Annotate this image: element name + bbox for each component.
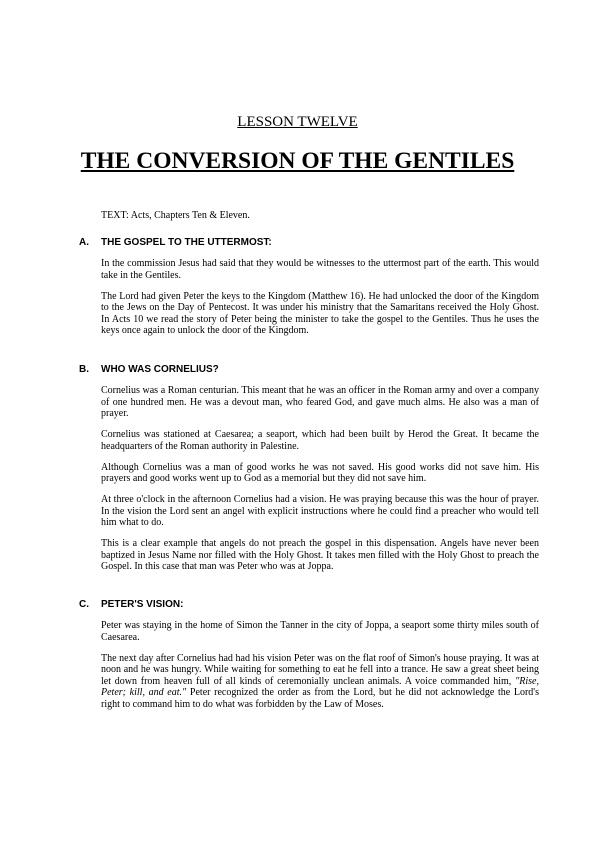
vision-quote: "Rise, Peter; kill, and eat." bbox=[101, 675, 539, 698]
lesson-label: LESSON TWELVE bbox=[237, 114, 358, 130]
section-b bbox=[79, 362, 539, 573]
section-c bbox=[79, 597, 539, 710]
vision-text-before: The next day after Cornelius had had his vision Peter was on the flat roof of Simon's house praying. It was at noon and he was hungry. While waiting for something to eat he fell into a trance. He saw a great sheet being let down from heaven full of all kinds of ceremonially unclean animals. A voice commanded him, bbox=[101, 652, 539, 687]
vision-text-after: Peter recognized the order as from the Lord, but he did not acknowledge the Lord's right to command him to do what was forbidden by the Law of Moses. bbox=[101, 687, 539, 710]
section-title: THE GOSPEL TO THE UTTERMOST: bbox=[101, 236, 272, 248]
paragraph: The Lord had given Peter the keys to the Kingdom (Matthew 16). He had unlocked the door of the Kingdom to the Jews on the Day of Pentecost. It was under his ministry that the Samaritans received the Holy Ghost. In Acts 10 we read the story of Peter being the minister to take the gospel to the Gentiles. Thus he uses the keys once again to unlock the door of the Kingdom. bbox=[101, 290, 539, 336]
section-a bbox=[79, 235, 539, 337]
paragraph: Cornelius was stationed at Caesarea; a seaport, which had been built by Herod the Great. It became the headquarters of the Roman authority in Palestine. bbox=[101, 429, 539, 452]
vision-paragraph bbox=[101, 653, 539, 711]
paragraph: Peter was staying in the home of Simon the Tanner in the city of Joppa, a seaport some thirty miles south of Caesarea. bbox=[101, 620, 539, 643]
section-heading bbox=[79, 235, 539, 249]
page-title: THE CONVERSION OF THE GENTILES bbox=[80, 148, 515, 174]
paragraph: In the commission Jesus had said that they would be witnesses to the uttermost part of the earth. This would take in the Gentiles. bbox=[101, 258, 539, 281]
text-reference: TEXT: Acts, Chapters Ten & Eleven. bbox=[101, 210, 250, 221]
section-letter: B. bbox=[79, 363, 89, 375]
section-body bbox=[79, 620, 539, 710]
section-letter: A. bbox=[79, 236, 89, 248]
paragraph: At three o'clock in the afternoon Cornelius had a vision. He was praying because this was the hour of prayer. In the vision the Lord sent an angel with explicit instructions where he could find a preacher who would tell him what to do. bbox=[101, 494, 539, 528]
section-body bbox=[79, 385, 539, 573]
section-heading bbox=[79, 597, 539, 611]
section-letter: C. bbox=[79, 598, 89, 610]
paragraph: Although Cornelius was a man of good works he was not saved. His good works did not save him. His prayers and good works went up to God as a memorial but they did not save him. bbox=[101, 461, 539, 484]
paragraph: Cornelius was a Roman centurian. This meant that he was an officer in the Roman army and over a company of one hundred men. He was a devout man, who feared God, and gave much alms. He also was a man of prayer. bbox=[101, 385, 539, 419]
section-title: WHO WAS CORNELIUS? bbox=[101, 363, 219, 375]
section-body bbox=[79, 258, 539, 337]
section-heading bbox=[79, 362, 539, 376]
paragraph: This is a clear example that angels do not preach the gospel in this dispensation. Angels have never been baptized in Jesus Name nor filled with the Holy Ghost. It takes men filled with the Holy Ghost to preach the Gospel. In this case that man was Peter who was at Joppa. bbox=[101, 538, 539, 572]
section-title: PETER'S VISION: bbox=[101, 598, 184, 610]
